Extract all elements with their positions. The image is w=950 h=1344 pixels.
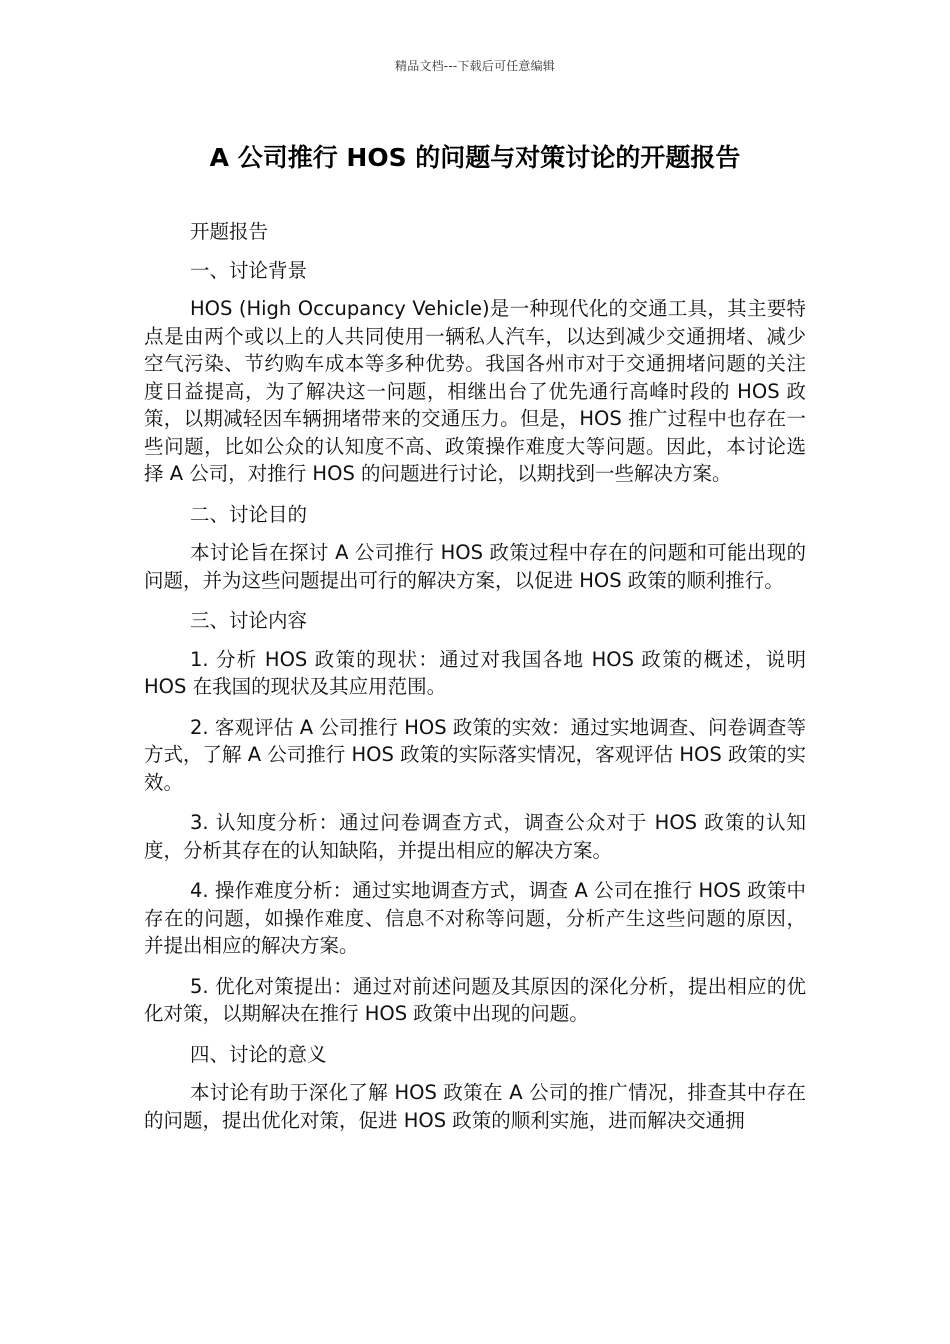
heading-significance: 四、讨论的意义 — [190, 1042, 327, 1066]
document-body — [144, 218, 806, 1147]
header-note: 精品文档---下载后可任意编辑 — [395, 59, 555, 73]
document-title: A 公司推行 HOS 的问题与对策讨论的开题报告 — [209, 143, 741, 172]
paragraph-background: HOS (High Occupancy Vehicle)是一种现代化的交通工具，其主要特点是由两个或以上的人共同使用一辆私人汽车，以达到减少交通拥堵、减少空气污染、节约购车成本等多种优势。我国各州市对于交通拥堵问题的关注度日益提高，为了解决这一问题，相继出台了优先通行高峰时段的 HOS 政策，以期减轻因车辆拥堵带来的交通压力。但是，HOS 推广过程中也存在一些问题，比如公众的认知度不高、政策操作难度大等问题。因此，本讨论选择 A 公司，对推行 HOS 的问题进行讨论，以期找到一些解决方案。 — [144, 297, 806, 485]
paragraph-purpose: 本讨论旨在探讨 A 公司推行 HOS 政策过程中存在的问题和可能出现的问题，并为这些问题提出可行的解决方案，以促进 HOS 政策的顺利推行。 — [144, 541, 806, 592]
heading-content: 三、讨论内容 — [190, 609, 308, 632]
section-label-report: 开题报告 — [190, 220, 269, 243]
content-item-3: 3. 认知度分析：通过问卷调查方式，调查公众对于 HOS 政策的认知度，分析其存在的认知缺陷，并提出相应的解决方案。 — [144, 811, 806, 862]
heading-background: 一、讨论背景 — [190, 258, 308, 282]
content-item-4: 4. 操作难度分析：通过实地调查方式，调查 A 公司在推行 HOS 政策中存在的问题，如操作难度、信息不对称等问题，分析产生这些问题的原因，并提出相应的解决方案。 — [144, 879, 806, 957]
heading-purpose: 二、讨论目的 — [190, 502, 308, 526]
content-item-2: 2. 客观评估 A 公司推行 HOS 政策的实效：通过实地调查、问卷调查等方式，了解 A 公司推行 HOS 政策的实际落实情况，客观评估 HOS 政策的实效。 — [144, 715, 806, 794]
content-item-5: 5. 优化对策提出：通过对前述问题及其原因的深化分析，提出相应的优化对策，以期解决在推行 HOS 政策中出现的问题。 — [144, 974, 806, 1025]
content-item-1: 1. 分析 HOS 政策的现状：通过对我国各地 HOS 政策的概述，说明 HOS 在我国的现状及其应用范围。 — [144, 647, 806, 698]
paragraph-significance: 本讨论有助于深化了解 HOS 政策在 A 公司的推广情况，排查其中存在的问题，提出优化对策，促进 HOS 政策的顺利实施，进而解决交通拥 — [144, 1081, 806, 1132]
